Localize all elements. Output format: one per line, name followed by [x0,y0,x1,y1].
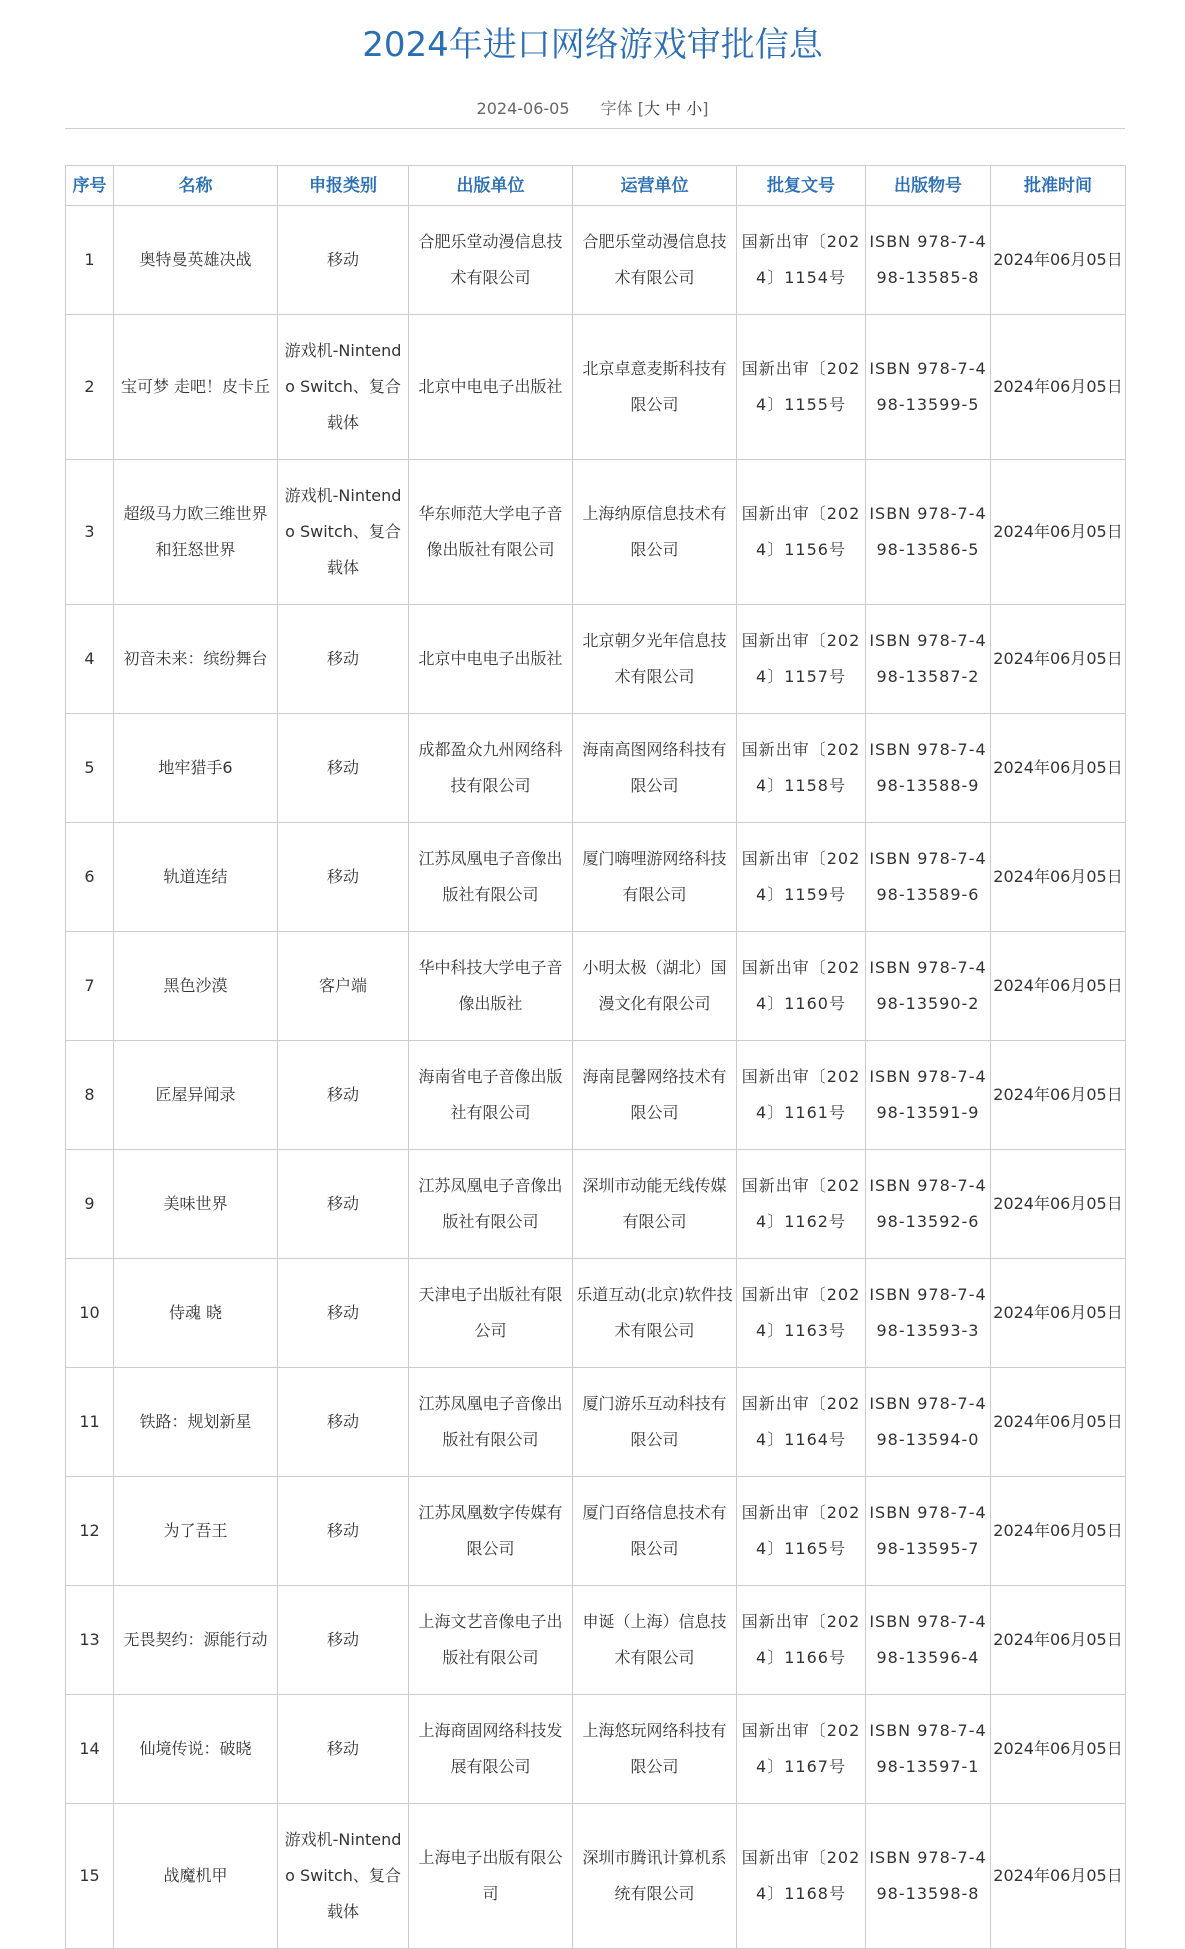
table-row [66,460,1126,605]
cell-isbn: ISBN 978-7-498-13596-4 [866,1586,991,1695]
cell-publisher: 北京中电电子出版社 [409,315,573,460]
cell-category: 移动 [278,1041,409,1150]
cell-operator: 上海悠玩网络科技有限公司 [573,1695,737,1804]
cell-isbn: ISBN 978-7-498-13598-8 [866,1804,991,1949]
cell-category: 移动 [278,605,409,714]
header-name: 名称 [114,166,278,206]
cell-approval-number: 国新出审〔2024〕1163号 [737,1259,866,1368]
cell-publisher: 华中科技大学电子音像出版社 [409,932,573,1041]
cell-approval-number: 国新出审〔2024〕1156号 [737,460,866,605]
cell-category: 客户端 [278,932,409,1041]
approval-table [65,165,1126,1949]
cell-isbn: ISBN 978-7-498-13595-7 [866,1477,991,1586]
table-row [66,932,1126,1041]
cell-approval-date: 2024年06月05日 [991,714,1126,823]
cell-operator: 小明太极（湖北）国漫文化有限公司 [573,932,737,1041]
cell-index: 11 [66,1368,114,1477]
cell-isbn: ISBN 978-7-498-13591-9 [866,1041,991,1150]
cell-game-name: 黑色沙漠 [114,932,278,1041]
table-body [66,206,1126,1949]
table-row [66,1150,1126,1259]
cell-game-name: 地牢猎手6 [114,714,278,823]
cell-category: 移动 [278,1477,409,1586]
table-row [66,605,1126,714]
header-publisher: 出版单位 [409,166,573,206]
cell-approval-date: 2024年06月05日 [991,460,1126,605]
table-row [66,315,1126,460]
cell-approval-date: 2024年06月05日 [991,1477,1126,1586]
cell-category: 移动 [278,206,409,315]
cell-approval-date: 2024年06月05日 [991,932,1126,1041]
cell-game-name: 铁路：规划新星 [114,1368,278,1477]
cell-game-name: 宝可梦 走吧！皮卡丘 [114,315,278,460]
cell-publisher: 天津电子出版社有限公司 [409,1259,573,1368]
font-size-large-link[interactable]: 大 [643,99,660,118]
publish-date: 2024-06-05 [476,99,570,118]
cell-operator: 深圳市腾讯计算机系统有限公司 [573,1804,737,1949]
cell-game-name: 战魔机甲 [114,1804,278,1949]
font-bracket-close: ] [702,99,709,118]
cell-approval-date: 2024年06月05日 [991,206,1126,315]
cell-isbn: ISBN 978-7-498-13585-8 [866,206,991,315]
cell-approval-number: 国新出审〔2024〕1165号 [737,1477,866,1586]
cell-publisher: 海南省电子音像出版社有限公司 [409,1041,573,1150]
page-title: 2024年进口网络游戏审批信息 [362,25,823,65]
cell-operator: 上海纳原信息技术有限公司 [573,460,737,605]
cell-game-name: 奥特曼英雄决战 [114,206,278,315]
font-bracket-open: [ [637,99,644,118]
cell-approval-number: 国新出审〔2024〕1154号 [737,206,866,315]
cell-isbn: ISBN 978-7-498-13588-9 [866,714,991,823]
table-row [66,1804,1126,1949]
cell-index: 2 [66,315,114,460]
cell-game-name: 轨道连结 [114,823,278,932]
table-row [66,823,1126,932]
cell-category: 移动 [278,714,409,823]
cell-approval-number: 国新出审〔2024〕1164号 [737,1368,866,1477]
font-size-medium-link[interactable]: 中 [665,99,682,118]
cell-index: 15 [66,1804,114,1949]
cell-operator: 海南昆馨网络技术有限公司 [573,1041,737,1150]
cell-isbn: ISBN 978-7-498-13589-6 [866,823,991,932]
cell-publisher: 江苏凤凰数字传媒有限公司 [409,1477,573,1586]
cell-index: 8 [66,1041,114,1150]
cell-operator: 厦门嗨哩游网络科技有限公司 [573,823,737,932]
cell-operator: 厦门百络信息技术有限公司 [573,1477,737,1586]
cell-approval-number: 国新出审〔2024〕1161号 [737,1041,866,1150]
cell-approval-number: 国新出审〔2024〕1158号 [737,714,866,823]
cell-publisher: 江苏凤凰电子音像出版社有限公司 [409,823,573,932]
cell-category: 移动 [278,1259,409,1368]
cell-category: 移动 [278,823,409,932]
cell-approval-number: 国新出审〔2024〕1157号 [737,605,866,714]
cell-game-name: 美味世界 [114,1150,278,1259]
cell-index: 12 [66,1477,114,1586]
cell-game-name: 匠屋异闻录 [114,1041,278,1150]
cell-approval-number: 国新出审〔2024〕1166号 [737,1586,866,1695]
cell-approval-date: 2024年06月05日 [991,1695,1126,1804]
cell-approval-date: 2024年06月05日 [991,823,1126,932]
cell-approval-date: 2024年06月05日 [991,1586,1126,1695]
cell-operator: 深圳市动能无线传媒有限公司 [573,1150,737,1259]
cell-approval-date: 2024年06月05日 [991,315,1126,460]
font-size-small-link[interactable]: 小 [686,99,703,118]
header-isbn: 出版物号 [866,166,991,206]
cell-operator: 北京卓意麦斯科技有限公司 [573,315,737,460]
table-row [66,1477,1126,1586]
cell-index: 3 [66,460,114,605]
table-row [66,1041,1126,1150]
cell-category: 游戏机-Nintendo Switch、复合载体 [278,460,409,605]
cell-index: 10 [66,1259,114,1368]
table-row [66,1586,1126,1695]
table-row [66,206,1126,315]
font-size-label: 字体 [600,99,633,118]
cell-publisher: 上海文艺音像电子出版社有限公司 [409,1586,573,1695]
cell-publisher: 江苏凤凰电子音像出版社有限公司 [409,1368,573,1477]
cell-isbn: ISBN 978-7-498-13586-5 [866,460,991,605]
cell-approval-number: 国新出审〔2024〕1162号 [737,1150,866,1259]
cell-operator: 乐道互动(北京)软件技术有限公司 [573,1259,737,1368]
title-divider [65,128,1125,129]
cell-game-name: 仙境传说：破晓 [114,1695,278,1804]
cell-publisher: 合肥乐堂动漫信息技术有限公司 [409,206,573,315]
cell-category: 移动 [278,1586,409,1695]
cell-approval-number: 国新出审〔2024〕1159号 [737,823,866,932]
table-row [66,1368,1126,1477]
cell-publisher: 北京中电电子出版社 [409,605,573,714]
cell-category: 移动 [278,1150,409,1259]
cell-index: 13 [66,1586,114,1695]
cell-isbn: ISBN 978-7-498-13597-1 [866,1695,991,1804]
cell-category: 移动 [278,1368,409,1477]
table-row [66,714,1126,823]
cell-approval-date: 2024年06月05日 [991,1368,1126,1477]
cell-game-name: 超级马力欧三维世界和狂怒世界 [114,460,278,605]
cell-index: 14 [66,1695,114,1804]
cell-approval-date: 2024年06月05日 [991,1259,1126,1368]
cell-operator: 申诞（上海）信息技术有限公司 [573,1586,737,1695]
table-row [66,1695,1126,1804]
cell-index: 5 [66,714,114,823]
cell-index: 1 [66,206,114,315]
cell-approval-date: 2024年06月05日 [991,1041,1126,1150]
cell-isbn: ISBN 978-7-498-13593-3 [866,1259,991,1368]
cell-approval-date: 2024年06月05日 [991,1150,1126,1259]
cell-publisher: 上海电子出版有限公司 [409,1804,573,1949]
cell-isbn: ISBN 978-7-498-13599-5 [866,315,991,460]
header-index: 序号 [66,166,114,206]
cell-game-name: 无畏契约：源能行动 [114,1586,278,1695]
cell-operator: 合肥乐堂动漫信息技术有限公司 [573,206,737,315]
article-meta [0,98,1185,120]
cell-isbn: ISBN 978-7-498-13592-6 [866,1150,991,1259]
cell-approval-date: 2024年06月05日 [991,605,1126,714]
header-approval-date: 批准时间 [991,166,1126,206]
header-category: 申报类别 [278,166,409,206]
cell-isbn: ISBN 978-7-498-13594-0 [866,1368,991,1477]
cell-approval-date: 2024年06月05日 [991,1804,1126,1949]
cell-category: 游戏机-Nintendo Switch、复合载体 [278,315,409,460]
table-header-row [66,166,1126,206]
cell-isbn: ISBN 978-7-498-13587-2 [866,605,991,714]
cell-index: 7 [66,932,114,1041]
cell-category: 游戏机-Nintendo Switch、复合载体 [278,1804,409,1949]
header-approval-number: 批复文号 [737,166,866,206]
cell-isbn: ISBN 978-7-498-13590-2 [866,932,991,1041]
header-operator: 运营单位 [573,166,737,206]
cell-publisher: 成都盈众九州网络科技有限公司 [409,714,573,823]
cell-game-name: 初音未来：缤纷舞台 [114,605,278,714]
cell-publisher: 上海商固网络科技发展有限公司 [409,1695,573,1804]
cell-game-name: 侍魂 晓 [114,1259,278,1368]
cell-publisher: 江苏凤凰电子音像出版社有限公司 [409,1150,573,1259]
cell-game-name: 为了吾王 [114,1477,278,1586]
cell-approval-number: 国新出审〔2024〕1160号 [737,932,866,1041]
cell-operator: 北京朝夕光年信息技术有限公司 [573,605,737,714]
cell-publisher: 华东师范大学电子音像出版社有限公司 [409,460,573,605]
table-row [66,1259,1126,1368]
cell-approval-number: 国新出审〔2024〕1167号 [737,1695,866,1804]
cell-approval-number: 国新出审〔2024〕1155号 [737,315,866,460]
cell-approval-number: 国新出审〔2024〕1168号 [737,1804,866,1949]
cell-index: 6 [66,823,114,932]
cell-index: 9 [66,1150,114,1259]
cell-category: 移动 [278,1695,409,1804]
cell-operator: 海南高图网络科技有限公司 [573,714,737,823]
cell-index: 4 [66,605,114,714]
cell-operator: 厦门游乐互动科技有限公司 [573,1368,737,1477]
